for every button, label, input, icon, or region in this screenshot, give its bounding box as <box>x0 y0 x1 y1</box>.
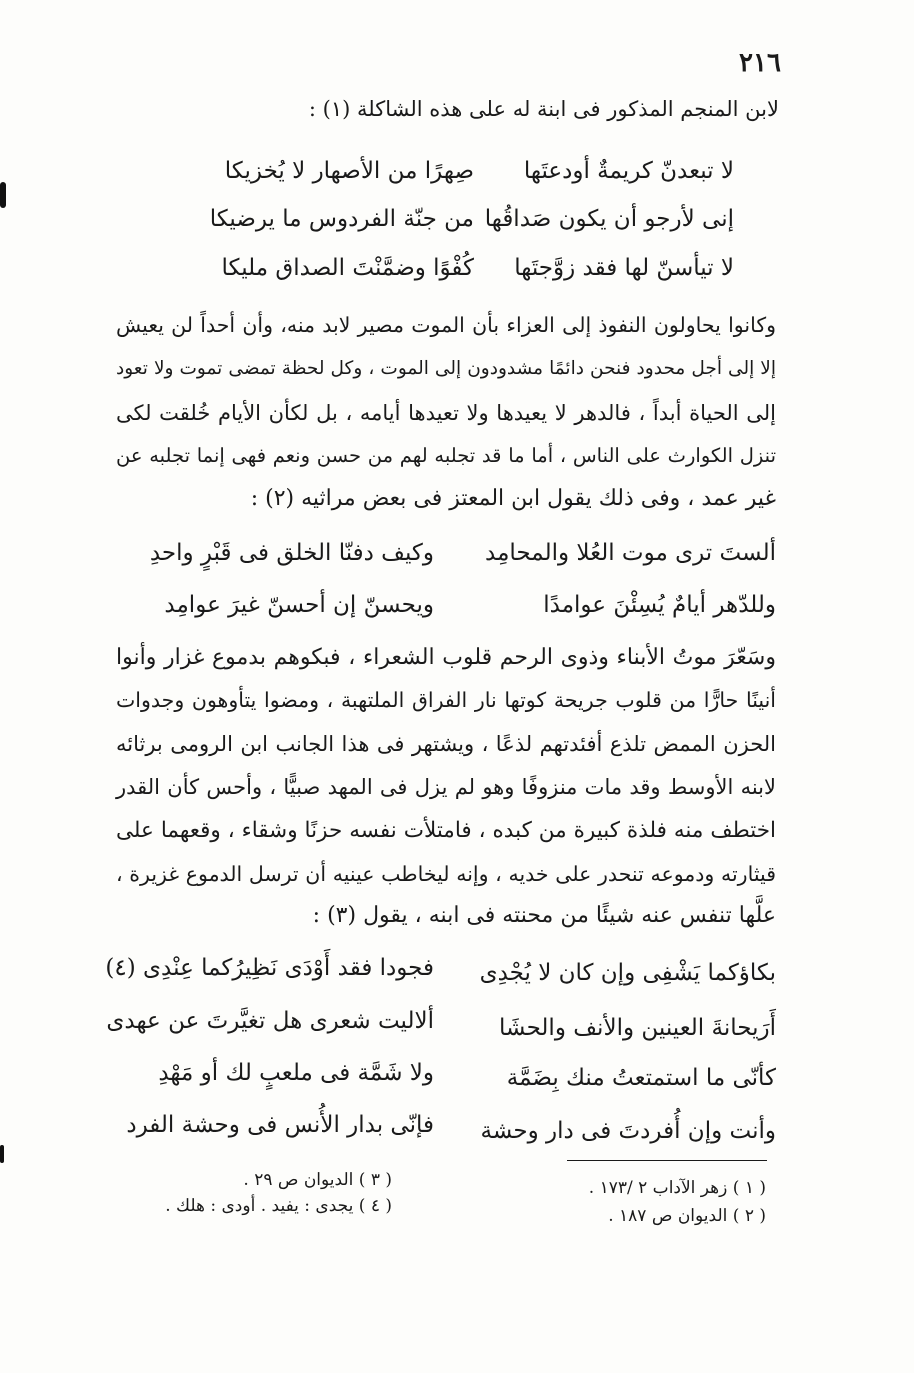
scan-mark-top <box>0 182 6 208</box>
poem3-verse-1-second-hemistich: فجودا فقد أَوْدَى نَظِيرُكما عِنْدِى (٤) <box>105 955 434 981</box>
poem3-verse-4-second-hemistich: فإنّى بدار الأُنس فى وحشة الفرد <box>126 1112 434 1138</box>
page-number: ٢١٦ <box>739 48 781 78</box>
footnote-divider <box>567 1160 767 1161</box>
para2-line-5: اختطف منه فلذة كبيرة من كبده ، فامتلأت نفسه حزنًا وشقاء ، وقعهما على <box>116 818 776 843</box>
poem1-verse-1-second-hemistich: صِهرًا من الأصهار لا يُخزيكا <box>224 158 474 184</box>
para1-line-2: إلا إلى أجل محدود فنحن دائمًا مشدودون إلى الموت ، وكل لحظة تمضى تموت ولا تعود <box>116 358 776 379</box>
para1-line-4: تنزل الكوارث على الناس ، أما ما قد تجلبه لهم من حسن ونعم فهى إنما تجلبه عن <box>116 444 776 467</box>
scan-mark-bottom <box>0 1145 4 1163</box>
poem1-verse-2-first-hemistich: إنى لأرجو أن يكون صَداقُها <box>484 206 734 232</box>
poem1-verse-3-first-hemistich: لا تيأسنّ لها فقد زوَّجتَها <box>514 255 734 281</box>
footnote-2: ( ٢ ) الديوان ص ١٨٧ . <box>608 1206 766 1226</box>
poem1-verse-1-first-hemistich: لا تبعدنّ كريمةٌ أودعتَها <box>523 158 734 184</box>
poem2-verse-2-first-hemistich: وللدّهر أيامٌ يُسِئْنَ عوامدًا <box>543 592 776 618</box>
poem2-verse-2-second-hemistich: ويحسنّ إن أحسنّ غيرَ عوامِد <box>164 592 434 618</box>
footnote-3: ( ٣ ) الديوان ص ٢٩ . <box>243 1170 392 1190</box>
footnote-4: ( ٤ ) يجدى : يفيد . أودى : هلك . <box>165 1196 392 1216</box>
footnote-1: ( ١ ) زهر الآداب ٢ /١٧٣ . <box>588 1178 766 1198</box>
poem3-verse-3-second-hemistich: ولا شَمَّة فى ملعبٍ لك أو مَهْدِ <box>158 1060 434 1086</box>
para1-line-3: إلى الحياة أبداً ، فالدهر لا يعيدها ولا تعيدها أيامه ، بل لكأن الأيام خُلقت لكى <box>116 401 776 425</box>
poem3-verse-2-second-hemistich: ألاليت شعرى هل تغيَّرتَ عن عهدى <box>106 1008 434 1034</box>
poem3-verse-3-first-hemistich: كأنّى ما استمتعتُ منك بِضَمَّة <box>506 1065 776 1091</box>
para1-line-1: وكانوا يحاولون النفوذ إلى العزاء بأن الموت مصير لابد منه، وأن أحداً لن يعيش <box>116 313 776 337</box>
para2-line-2: أنينًا حارًّا من قلوب جريحة كوتها نار الفراق الملتهبة ، ومضوا يتأوهون وجدوات <box>116 688 776 712</box>
poem1-verse-2-second-hemistich: من جنّة الفردوس ما يرضيكا <box>209 206 474 232</box>
para2-line-1: وسَعّرَ موتُ الأبناء وذوى الرحم قلوب الشعراء ، فبكوهم بدموع غزار وأنوا <box>116 645 776 670</box>
para2-line-4: لابنه الأوسط وقد مات منزوفًا وهو لم يزل فى المهد صبيًّا ، وأحس كأن القدر <box>116 775 776 799</box>
intro-line: لابن المنجم المذكور فى ابنة له على هذه الشاكلة (١) : <box>308 97 779 121</box>
poem3-verse-2-first-hemistich: أَرَيحانةَ العينين والأنف والحشَا <box>499 1015 776 1041</box>
poem2-verse-1-second-hemistich: وكيف دفنّا الخلق فى قَبْرٍ واحدِ <box>149 540 434 566</box>
para2-line-7: علَّها تنفس عنه شيئًا من محنته فى ابنه ، يقول (٣) : <box>312 903 776 928</box>
para2-line-3: الحزن الممض تلذع أفئدتهم لذعًا ، ويشتهر فى هذا الجانب ابن الرومى برثائه <box>116 732 776 756</box>
poem1-verse-3-second-hemistich: كُفْوًا وضمَّنْتَ الصداق مليكا <box>221 255 474 281</box>
para1-line-5: غير عمد ، وفى ذلك يقول ابن المعتز فى بعض مراثيه (٢) : <box>250 486 776 511</box>
poem2-verse-1-first-hemistich: ألستَ ترى موت العُلا والمحامِد <box>485 540 776 566</box>
poem3-verse-1-first-hemistich: بكاؤكما يَشْفِى وإن كان لا يُجْدِى <box>479 960 776 986</box>
poem3-verse-4-first-hemistich: وأنت وإن أُفردتَ فى دار وحشة <box>480 1118 776 1144</box>
para2-line-6: قيثارته ودموعه تنحدر على خديه ، وإنه ليخاطب عينيه أن ترسل الدموع غزيرة ، <box>116 862 776 886</box>
